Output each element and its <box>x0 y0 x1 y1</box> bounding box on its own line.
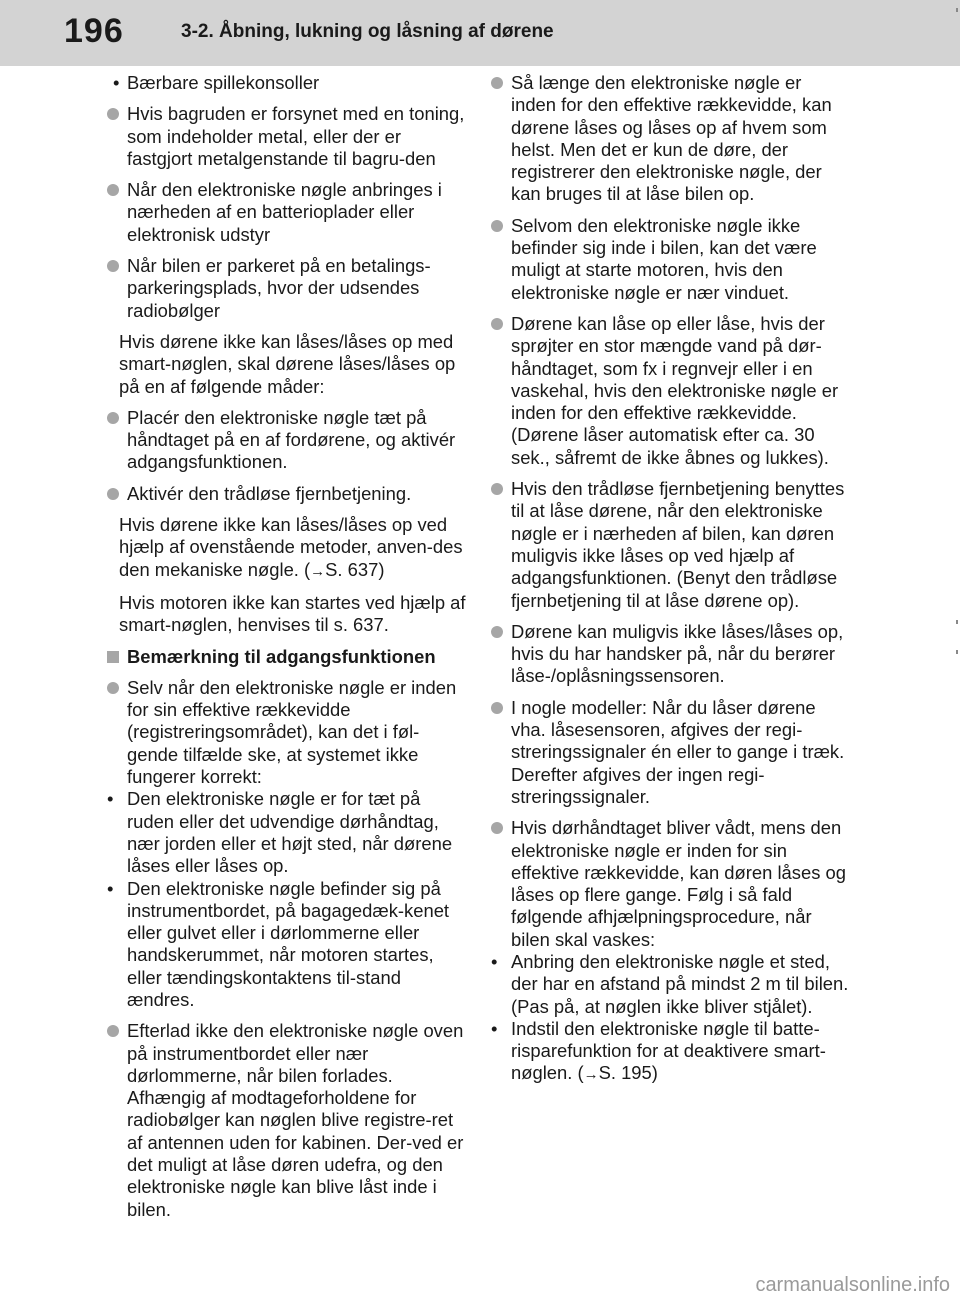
circle-bullet-icon <box>107 488 119 500</box>
crop-mark <box>956 650 958 654</box>
watermark: carmanualsonline.info <box>755 1274 950 1296</box>
list-item: • Bærbare spillekonsoller <box>113 72 320 93</box>
list-item: Aktivér den trådløse fjernbetjening. <box>107 483 467 505</box>
circle-bullet-icon <box>491 318 503 330</box>
list-item: Selvom den elektroniske nøgle ikke befinder sig inde i bilen, kan det være muligt at starte motoren, hvis den elektroniske nøgle er nær vinduet. <box>491 215 851 304</box>
circle-bullet-icon <box>107 108 119 120</box>
page-reference-link[interactable]: S. 195) <box>598 1062 658 1084</box>
page-reference-link[interactable]: S. 637) <box>325 558 385 580</box>
circle-bullet-icon <box>491 220 503 232</box>
circle-bullet-icon <box>107 682 119 694</box>
list-item: Selv når den elektroniske nøgle er inden for sin effektive rækkevidde (registreringsområdet), kan det i føl-gende tilfælde ske, at systemet ikke fungerer korrekt: <box>107 677 467 788</box>
section-heading: Bemærkning til adgangsfunktionen <box>107 646 467 668</box>
sub-list <box>491 951 851 1087</box>
list-item: Placér den elektroniske nøgle tæt på håndtaget på en af fordørene, og aktivér adgangsfunktionen. <box>107 407 467 474</box>
dot-bullet: • <box>491 1017 498 1039</box>
right-column <box>491 72 851 1096</box>
paragraph: Hvis motoren ikke kan startes ved hjælp af smart-nøglen, henvises til s. 637. <box>119 591 466 636</box>
circle-bullet-icon <box>107 412 119 424</box>
list-item: Hvis den trådløse fjernbetjening benyttes til at låse dørene, når den elektroniske nøgle er i nærheden af bilen, kan døren muligvis ikke låses op ved hjælp af adgangsfunktionen. (Benyt den trådløse fjernbetjening til at låse dørene op). <box>491 478 851 612</box>
circle-bullet-icon <box>491 77 503 89</box>
sub-list <box>107 788 467 1011</box>
circle-bullet-icon <box>107 1025 119 1037</box>
list-item: Dørene kan muligvis ikke låses/låses op, hvis du har handsker på, når du berører låse-/oplåsningssensoren. <box>491 621 851 688</box>
dot-bullet: • <box>491 950 498 972</box>
arrow-icon: → <box>310 562 326 580</box>
page-number: 196 <box>64 12 124 50</box>
left-column <box>107 72 467 1230</box>
list-item: Efterlad ikke den elektroniske nøgle oven på instrumentbordet eller nær dørlommerne, når bilen forlades. Afhængig af modtageforholdene for radiobølger kan nøglen blive registre-ret af antennen uden for kabinen. Der-ved er det muligt at låse døren udefra, og den elektroniske nøgle kan blive låst inde i bilen. <box>107 1020 467 1221</box>
circle-bullet-icon <box>491 626 503 638</box>
sub-list-item: • Indstil den elektroniske nøgle til batte-risparefunktion for at deaktivere smart-nøglen. (→S. 195) <box>491 1017 826 1084</box>
list-item: Dørene kan låse op eller låse, hvis der sprøjter en stor mængde vand på dør-håndtaget, som fx i regnvejr eller i en vaskehal, hvis den elektroniske nøgle er inden for den effektive rækkevidde. (Dørene låser automatisk efter ca. 30 sek., såfremt de ikke åbnes og lukkes). <box>491 313 851 469</box>
dot-bullet: • <box>113 72 120 93</box>
dot-bullet: • <box>107 877 114 899</box>
list-item: Hvis bagruden er forsynet med en toning, som indeholder metal, eller der er fastgjort metalgenstande til bagru-den <box>107 103 467 170</box>
circle-bullet-icon <box>491 822 503 834</box>
header-bar <box>0 0 960 66</box>
square-bullet-icon <box>107 651 119 663</box>
circle-bullet-icon <box>107 184 119 196</box>
list-item: Når den elektroniske nøgle anbringes i nærheden af en batterioplader eller elektronisk udstyr <box>107 179 467 246</box>
sub-list-item: • Den elektroniske nøgle befinder sig på instrumentbordet, på bagagedæk-kenet eller gulvet eller i dørlommerne eller handskerummet, når motoren startes, eller tændingskontaktens til-stand ændres. <box>107 877 450 1010</box>
sub-list-item: • Den elektroniske nøgle er for tæt på ruden eller det udvendige dørhåndtag, nær jorden eller et højt sted, når dørene låses eller låses op. <box>107 788 453 877</box>
crop-mark <box>956 620 958 624</box>
dot-bullet: • <box>107 788 114 810</box>
sub-list-item: • Anbring den elektroniske nøgle et sted, der har en afstand på mindst 2 m til bilen. (Pas på, at nøglen ikke bliver stjålet). <box>491 950 849 1017</box>
circle-bullet-icon <box>107 260 119 272</box>
list-item: I nogle modeller: Når du låser dørene vha. låsesensoren, afgives der regi-streringssignaler én eller to gange i træk. Derefter afgives der ingen regi-streringssignaler. <box>491 697 851 808</box>
arrow-icon: → <box>583 1066 599 1084</box>
paragraph: Hvis dørene ikke kan låses/låses op med smart-nøglen, skal dørene låses/låses op på en af følgende måder: <box>119 330 456 397</box>
circle-bullet-icon <box>491 702 503 714</box>
list-item: Hvis dørhåndtaget bliver vådt, mens den elektroniske nøgle er inden for sin effektive rækkevidde, kan døren låses og låses op flere gange. Følg i så fald følgende afhjælpningsprocedure, når bilen skal vaskes: <box>491 817 851 951</box>
circle-bullet-icon <box>491 483 503 495</box>
list-item: Når bilen er parkeret på en betalings-parkeringsplads, hvor der udsendes radiobølger <box>107 255 467 322</box>
crop-mark <box>956 8 958 12</box>
paragraph: Hvis dørene ikke kan låses/låses op ved hjælp af ovenstående metoder, anven-des den mekaniske nøgle. (→S. 637) <box>119 514 463 580</box>
list-item: Så længe den elektroniske nøgle er inden for den effektive rækkevidde, kan dørene låses og låses op af hvem som helst. Men det er kun de døre, der registrerer den elektroniske nøgle, der kan bruges til at låse bilen op. <box>491 72 851 206</box>
section-title: 3-2. Åbning, lukning og låsning af dørene <box>181 21 554 42</box>
